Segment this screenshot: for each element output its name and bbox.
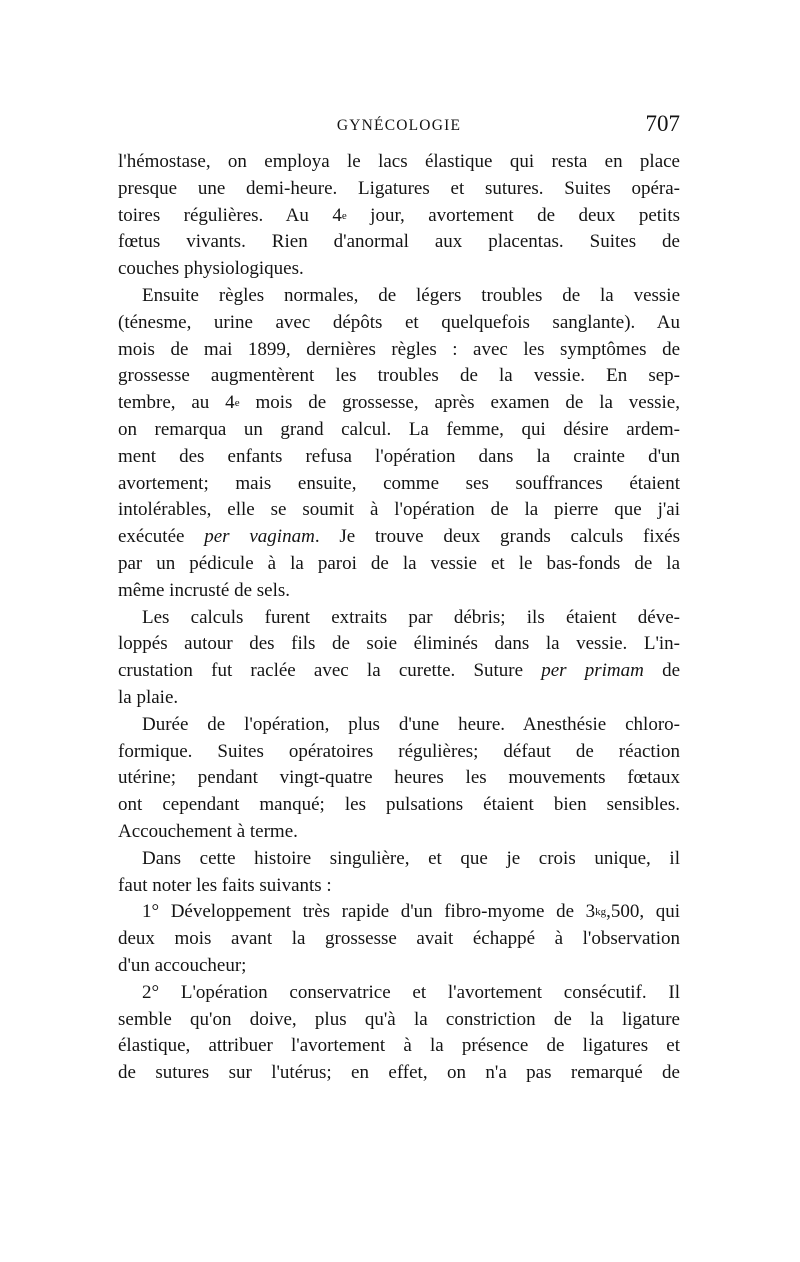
text-line: mois de mai 1899, dernières règles : avec les symptômes de [118,338,680,360]
text-line: toires régulières. Au 4e jour, avortement de deux petits [118,204,680,226]
running-header [118,104,680,144]
text-line: presque une demi-heure. Ligatures et sutures. Suites opéra- [118,177,680,199]
text-line: ont cependant manqué; les pulsations étaient bien sensibles. [118,794,680,816]
paragraph [118,846,680,900]
text-line: semble qu'on doive, plus qu'à la constriction de la ligature [118,1008,680,1030]
text-line: tembre, au 4e mois de grossesse, après examen de la vessie, [118,392,680,414]
text-line: avortement; mais ensuite, comme ses souffrances étaient [118,472,680,494]
text-line: d'un accoucheur; [118,954,247,976]
text-line: fœtus vivants. Rien d'anormal aux placentas. Suites de [118,231,680,253]
running-title: GYNÉCOLOGIE [336,117,462,134]
paragraph [118,899,680,979]
text-line: grossesse augmentèrent les troubles de la vessie. En sep- [118,365,680,387]
text-line: faut noter les faits suivants : [118,874,332,896]
text-line: ment des enfants refusa l'opération dans la crainte d'un [118,445,680,467]
page-number: 707 [645,111,680,136]
text-line: Ensuite règles normales, de légers troubles de la vessie [142,284,680,306]
text-line: Accouchement à terme. [118,820,298,842]
text-line: 1° Développement très rapide d'un fibro-myome de $3^{kg},500$, qui [142,901,681,923]
text-line: utérine; pendant vingt-quatre heures les mouvements fœtaux [118,767,680,789]
text-line: on remarqua un grand calcul. La femme, qui désire ardem- [118,418,680,440]
paragraph [118,605,680,712]
text-line: Dans cette histoire singulière, et que je crois unique, il [142,847,680,869]
text-line: par un pédicule à la paroi de la vessie et le bas-fonds de la [118,552,680,574]
text-line: (ténesme, urine avec dépôts et quelquefois sanglante). Au [118,311,680,333]
paragraph [118,712,680,846]
text-line: Durée de l'opération, plus d'une heure. Anesthésie chloro- [142,713,680,735]
text-line: loppés autour des fils de soie éliminés dans la vessie. L'in- [118,633,680,655]
text-line: formique. Suites opératoires régulières; défaut de réaction [118,740,680,762]
text-line: exécutée per vaginam. Je trouve deux grands calculs fixés [118,526,680,548]
text-line: l'hémostase, on employa le lacs élastique qui resta en place [118,151,680,172]
text-line: la plaie. [118,686,179,708]
text-line: même incrusté de sels. [118,579,291,601]
paragraph [118,980,680,1087]
text-line: deux mois avant la grossesse avait échappé à l'observation [118,928,680,950]
paragraph [118,149,680,283]
text-line: élastique, attribuer l'avortement à la présence de ligatures et [118,1035,680,1057]
text-line: crustation fut raclée avec la curette. Suture per primam de [118,660,680,682]
text-line: 2° L'opération conservatrice et l'avortement consécutif. Il [142,981,680,1003]
text-line: de sutures sur l'utérus; en effet, on n'a pas remarqué de [118,1062,680,1084]
text-line: intolérables, elle se soumit à l'opération de la pierre que j'ai [118,499,680,521]
text-line: couches physiologiques. [118,258,304,280]
text-line: Les calculs furent extraits par débris; ils étaient déve- [142,606,680,628]
body-text [118,149,680,1087]
paragraph [118,283,680,605]
